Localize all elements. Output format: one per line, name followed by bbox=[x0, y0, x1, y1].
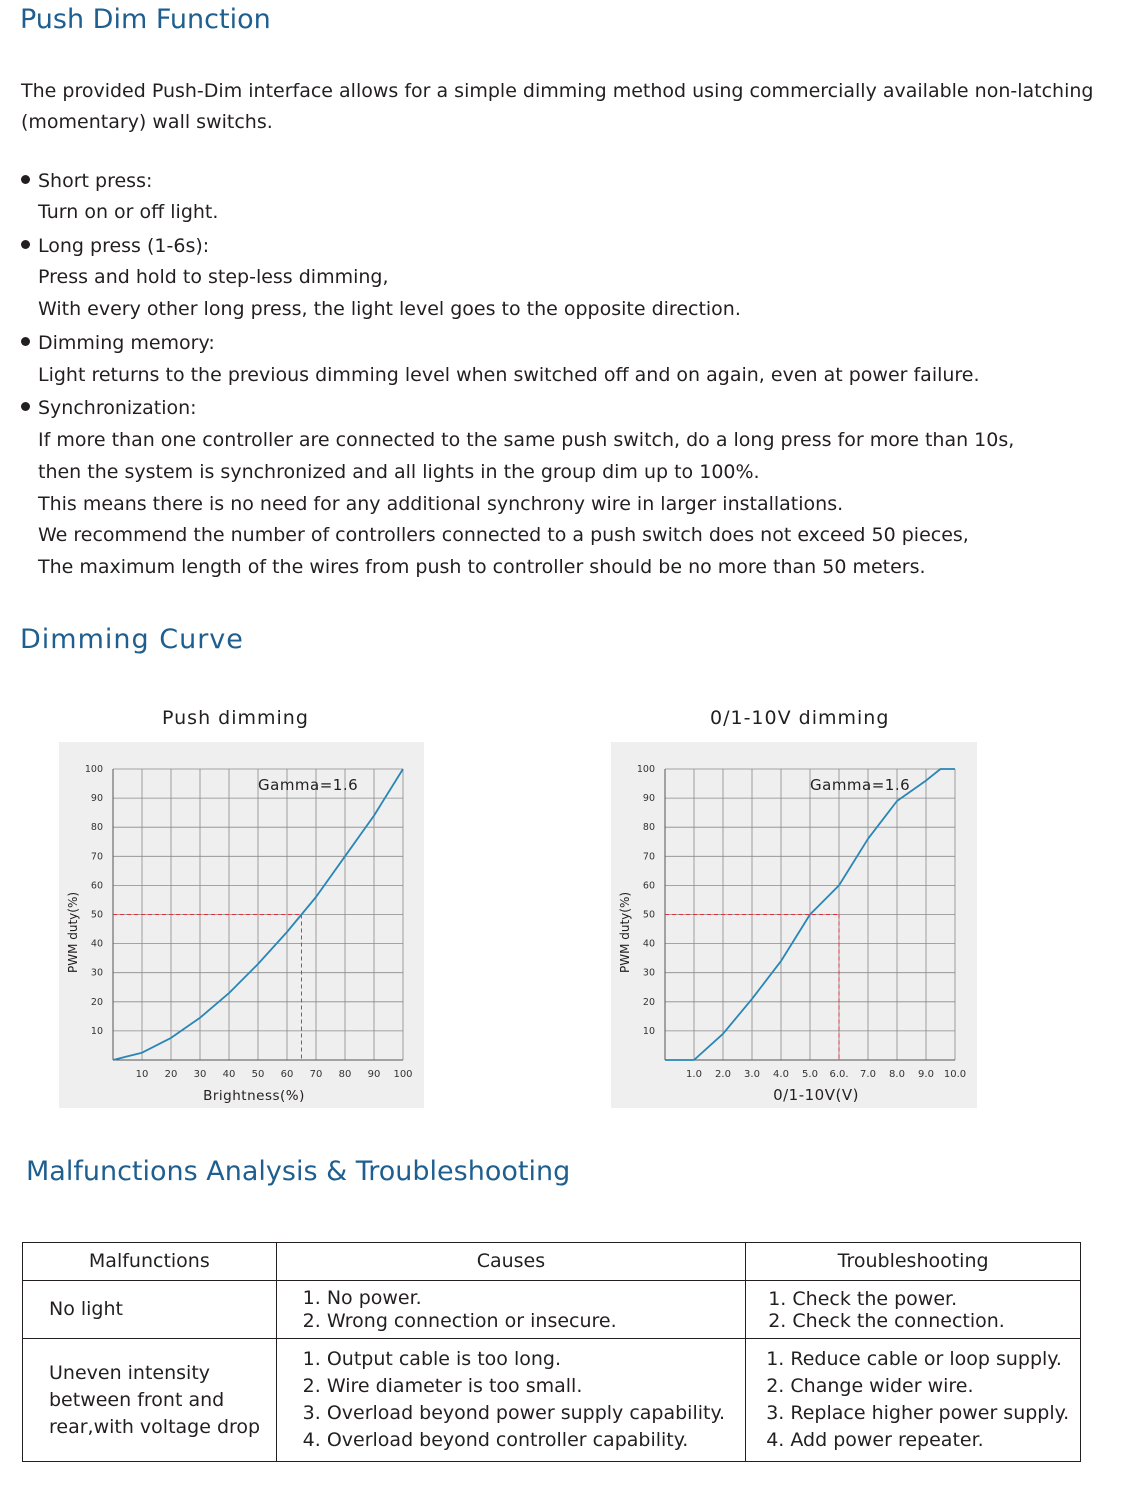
cell-line: 2. Change wider wire. bbox=[766, 1375, 974, 1397]
bullet-long-press bbox=[21, 235, 209, 257]
bullet-dot-icon bbox=[21, 402, 30, 411]
table-row bbox=[23, 1339, 1081, 1462]
y-tick-label: 100 bbox=[84, 764, 103, 775]
y-axis-label: PWM duty(%) bbox=[618, 891, 632, 974]
x-tick-label: 40 bbox=[222, 1069, 236, 1080]
header-malfunctions: Malfunctions bbox=[23, 1243, 277, 1281]
y-tick-label: 30 bbox=[642, 967, 655, 979]
x-tick-label: 30 bbox=[193, 1069, 207, 1080]
bullet-title: Dimming memory: bbox=[38, 332, 215, 354]
bullet-line: The maximum length of the wires from push to controller should be no more than 50 meters. bbox=[38, 556, 926, 578]
x-tick-label: 4.0 bbox=[773, 1069, 789, 1080]
cell-line: between front and bbox=[49, 1388, 225, 1411]
cell-line: 3. Replace higher power supply. bbox=[766, 1402, 1070, 1424]
cell-line: 1. Reduce cable or loop supply. bbox=[766, 1348, 1062, 1370]
x-tick-label: 50 bbox=[251, 1069, 265, 1080]
y-tick-label: 80 bbox=[642, 822, 655, 834]
cell-line: 2. Check the connection. bbox=[768, 1309, 1005, 1332]
causes-cell bbox=[276, 1339, 746, 1462]
bullet-line: If more than one controller are connected to the same push switch, do a long press for more than 10s, bbox=[38, 429, 1015, 451]
y-tick-label: 10 bbox=[642, 1025, 655, 1037]
troubleshooting-table bbox=[22, 1242, 1081, 1462]
bullet-synchronization bbox=[21, 397, 197, 419]
malfunction-cell bbox=[23, 1339, 277, 1462]
header-troubleshooting: Troubleshooting bbox=[746, 1243, 1081, 1281]
x-tick-label: 20 bbox=[164, 1069, 178, 1080]
bullet-line: This means there is no need for any additional synchrony wire in larger installations. bbox=[38, 493, 844, 515]
y-tick-label: 80 bbox=[90, 822, 103, 834]
cell-line: rear,with voltage drop bbox=[49, 1415, 261, 1438]
bullet-line: We recommend the number of controllers connected to a push switch does not exceed 50 pieces, bbox=[38, 524, 969, 546]
x-tick-label: 8.0 bbox=[889, 1069, 905, 1080]
bullet-dot-icon bbox=[21, 175, 30, 184]
bullet-line: Light returns to the previous dimming level when switched off and on again, even at power failure. bbox=[38, 364, 980, 386]
x-tick-label: 3.0 bbox=[744, 1069, 760, 1080]
bullet-title: Short press: bbox=[38, 170, 153, 192]
x-tick-label: 90 bbox=[367, 1069, 381, 1080]
y-tick-label: 90 bbox=[90, 793, 103, 805]
y-tick-label: 30 bbox=[90, 967, 103, 979]
x-axis-label: 0/1-10V(V) bbox=[773, 1086, 859, 1104]
push-dimming-chart bbox=[59, 742, 424, 1108]
cell-line: 1. Check the power. bbox=[768, 1287, 958, 1310]
y-tick-label: 20 bbox=[90, 996, 103, 1008]
section-title-dimming-curve: Dimming Curve bbox=[20, 624, 244, 655]
x-tick-label: 6.0. bbox=[829, 1069, 849, 1080]
y-tick-label: 100 bbox=[636, 764, 655, 775]
fixes-cell bbox=[746, 1281, 1081, 1339]
bullet-line: Turn on or off light. bbox=[38, 201, 219, 223]
y-axis-label: PWM duty(%) bbox=[66, 891, 80, 974]
x-tick-label: 5.0 bbox=[802, 1069, 818, 1080]
x-axis-label: Brightness(%) bbox=[203, 1088, 305, 1104]
table-header-row bbox=[23, 1243, 1081, 1281]
x-tick-label: 100 bbox=[393, 1069, 413, 1080]
bullet-dot-icon bbox=[21, 240, 30, 249]
page-title: Push Dim Function bbox=[20, 4, 271, 35]
intro-paragraph bbox=[21, 76, 1093, 138]
y-tick-label: 40 bbox=[642, 938, 655, 950]
voltage-dimming-chart-svg bbox=[611, 742, 977, 1108]
causes-cell bbox=[276, 1281, 746, 1339]
header-causes: Causes bbox=[276, 1243, 746, 1281]
y-tick-label: 50 bbox=[90, 909, 103, 921]
bullet-line: With every other long press, the light level goes to the opposite direction. bbox=[38, 298, 741, 320]
cell-line: 2. Wire diameter is too small. bbox=[302, 1375, 583, 1397]
cell-line: 4. Overload beyond controller capability. bbox=[302, 1429, 689, 1451]
x-tick-label: 9.0 bbox=[918, 1069, 934, 1080]
x-tick-label: 2.0 bbox=[715, 1069, 731, 1080]
y-tick-label: 60 bbox=[642, 880, 655, 892]
chart-title: Push dimming bbox=[162, 707, 309, 729]
y-tick-label: 20 bbox=[642, 996, 655, 1008]
intro-line: The provided Push-Dim interface allows for a simple dimming method using commercially available non-latching bbox=[21, 80, 1094, 102]
cell-line: No light bbox=[49, 1298, 123, 1320]
bullet-title: Synchronization: bbox=[38, 397, 197, 419]
cell-line: 1. No power. bbox=[302, 1286, 422, 1309]
y-tick-label: 50 bbox=[642, 909, 655, 921]
malfunction-cell bbox=[23, 1281, 277, 1339]
section-title-troubleshooting: Malfunctions Analysis & Troubleshooting bbox=[26, 1156, 571, 1187]
y-tick-label: 10 bbox=[90, 1025, 103, 1037]
bullet-line: then the system is synchronized and all lights in the group dim up to 100%. bbox=[38, 461, 760, 483]
x-tick-label: 70 bbox=[309, 1069, 323, 1080]
bullet-dot-icon bbox=[21, 337, 30, 346]
gamma-annotation: Gamma=1.6 bbox=[258, 776, 359, 794]
bullet-dimming-memory bbox=[21, 332, 215, 354]
x-tick-label: 1.0 bbox=[686, 1069, 702, 1080]
gamma-annotation: Gamma=1.6 bbox=[810, 776, 911, 794]
voltage-dimming-chart bbox=[611, 742, 977, 1108]
intro-line: (momentary) wall switchs. bbox=[21, 111, 273, 133]
x-tick-label: 7.0 bbox=[860, 1069, 876, 1080]
table-row bbox=[23, 1281, 1081, 1339]
bullet-short-press bbox=[21, 170, 152, 192]
y-tick-label: 70 bbox=[90, 851, 103, 863]
fixes-cell bbox=[746, 1339, 1081, 1462]
chart-title: 0/1-10V dimming bbox=[710, 707, 890, 729]
x-tick-label: 10 bbox=[135, 1069, 149, 1080]
cell-line: 1. Output cable is too long. bbox=[302, 1348, 562, 1370]
cell-line: 2. Wrong connection or insecure. bbox=[302, 1309, 617, 1332]
x-tick-label: 60 bbox=[280, 1069, 294, 1080]
x-tick-label: 10.0 bbox=[943, 1069, 967, 1080]
bullet-line: Press and hold to step-less dimming, bbox=[38, 266, 389, 288]
y-tick-label: 90 bbox=[642, 793, 655, 805]
x-tick-label: 80 bbox=[338, 1069, 352, 1080]
bullet-title: Long press (1-6s): bbox=[38, 235, 210, 257]
cell-line: 3. Overload beyond power supply capability. bbox=[302, 1402, 726, 1424]
y-tick-label: 70 bbox=[642, 851, 655, 863]
y-tick-label: 40 bbox=[90, 938, 103, 950]
push-dimming-chart-svg bbox=[59, 742, 424, 1108]
cell-line: Uneven intensity bbox=[49, 1361, 211, 1384]
y-tick-label: 60 bbox=[90, 880, 103, 892]
cell-line: 4. Add power repeater. bbox=[766, 1429, 984, 1451]
